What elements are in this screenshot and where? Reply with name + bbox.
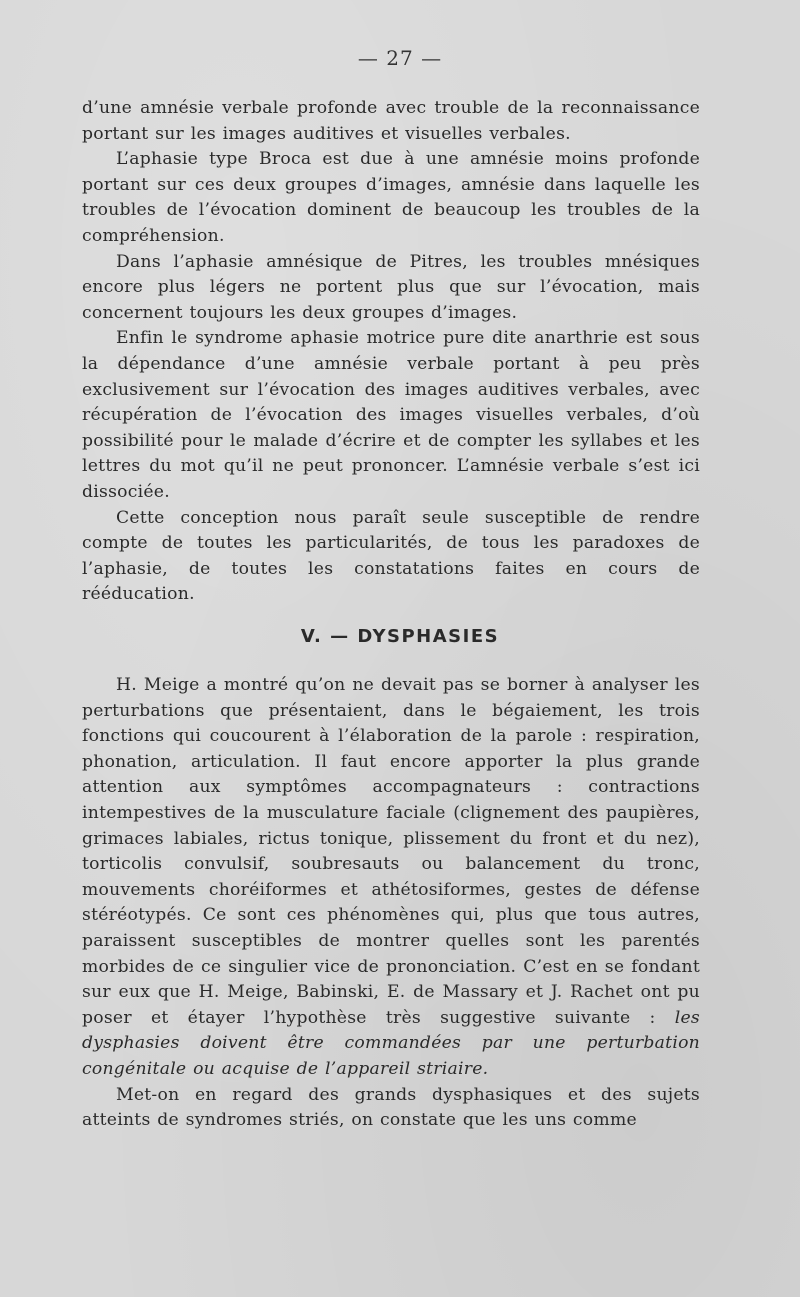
paragraph-dysphasiques: Met-on en regard des grands dysphasiques et des sujets atteints de syndromes striés, on constate que les uns comme (82, 1084, 700, 1131)
paragraph-meige (82, 673, 700, 1083)
page-number: — 27 — (357, 46, 443, 70)
paragraph-meige-text: H. Meige a montré qu’on ne devait pas se borner à analyser les perturbations que présentaient, dans le bégaiement, les trois fonctions qui coucourent à l’élaboration de la parole : respiration, phonation, articulation. Il faut encore apporter la plus grande attention aux symptômes accompagnateurs : contractions intempestives de la musculature faciale (clignement des paupières, grimaces labiales, rictus tonique, plissement du front et du nez), torticolis convulsif, soubresauts ou balancement du tronc, mouvements choréiformes et athétosiformes, gestes de défense stéréotypés. Ce sont ces phénomènes qui, plus que tous autres, paraissent susceptibles de montrer quelles sont les parentés morbides de ce singulier vice de prononciation. C’est en se fondant sur eux que H. Meige, Babinski, E. de Massary et J. Rachet ont pu poser et étayer l’hypothèse très suggestive suivante : (82, 675, 700, 1028)
paragraph-amnesie-verbale: d’une amnésie verbale profonde avec trouble de la reconnaissance portant sur les images auditives et visuelles verbales. (82, 98, 700, 144)
top-text-block (82, 96, 700, 608)
paragraph-meige-italic: les dysphasies doivent être commandées par une perturbation congénitale ou acquise de l’appareil striaire. (82, 1007, 700, 1079)
paragraph-anarthrie: Enfin le syndrome aphasie motrice pure dite anarthrie est sous la dépendance d’une amnésie verbale portant à peu près exclusivement sur l’évocation des images auditives verbales, avec récupération de l’évocation des images visuelles verbales, d’où possibilité pour le malade d’écrire et de compter les syllabes et les lettres du mot qu’il ne peut prononcer. L’amnésie verbale s’est ici dissociée. (82, 328, 700, 502)
bottom-text-block (82, 673, 700, 1134)
section-heading: V. — DYSPHASIES (300, 626, 500, 647)
paragraph-aphasie-amnesique: Dans l’aphasie amnésique de Pitres, les troubles mnésiques encore plus légers ne portent plus que sur l’évocation, mais concernent toujours les deux groupes d’images. (82, 251, 700, 323)
paragraph-aphasie-broca: L’aphasie type Broca est due à une amnésie moins profonde portant sur ces deux groupes d’images, amnésie dans laquelle les troubles de l’évocation dominent de beaucoup les troubles de la compréhension. (82, 149, 700, 246)
paragraph-conception: Cette conception nous paraît seule susceptible de rendre compte de toutes les particularités, de tous les paradoxes de l’aphasie, de toutes les constatations faites en cours de rééducation. (82, 507, 700, 605)
